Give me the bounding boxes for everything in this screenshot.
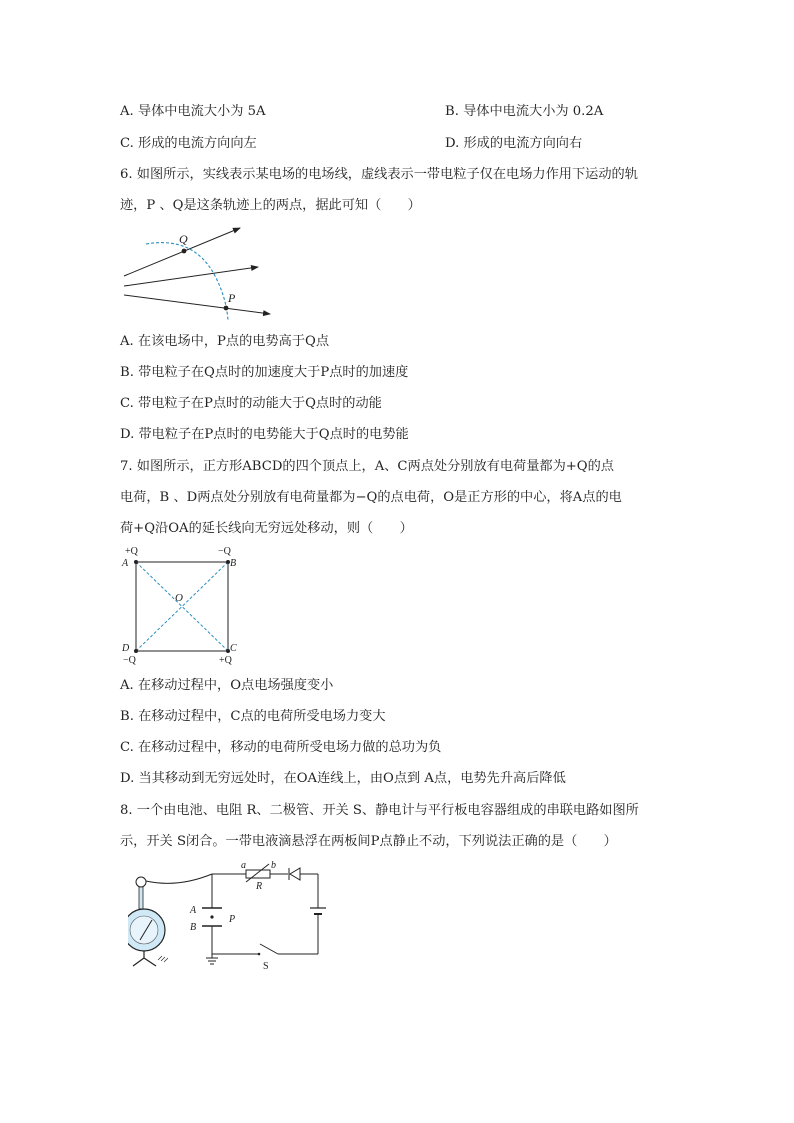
q6-option-c: C. 带电粒子在P点时的动能大于Q点时的动能 <box>120 396 382 411</box>
charge-a-label: +Q <box>125 546 138 557</box>
charge-c-label: +Q <box>219 655 232 666</box>
resistor-r <box>246 870 270 878</box>
q8-circuit-figure <box>128 860 328 972</box>
square-abcd <box>136 562 228 651</box>
field-line-middle <box>124 267 258 286</box>
plate-b-label: B <box>190 922 197 933</box>
charge-b-label: −Q <box>218 546 231 557</box>
q5-option-c: C. 形成的电流方向向左 <box>120 136 257 151</box>
charge-d-label: −Q <box>123 655 136 666</box>
q7-option-c: C. 在移动过程中，移动的电荷所受电场力做的总功为负 <box>120 740 442 755</box>
resistor-end-a-label: a <box>241 860 246 871</box>
switch-s-label: S <box>263 961 269 972</box>
point-p-label: P <box>228 291 236 305</box>
q7-option-a: A. 在移动过程中，O点电场强度变小 <box>120 678 334 693</box>
electrometer-rod <box>139 887 143 909</box>
diagonal-bd <box>136 562 228 651</box>
point-p-label: P <box>229 914 236 925</box>
q7-stem-line1: 7. 如图所示，正方形ABCD的四个顶点上，A、C两点处分别放有电荷量都为+Q的点 <box>120 459 614 474</box>
vertex-b-label: B <box>230 558 237 569</box>
q5-option-b: B. 导体中电流大小为 0.2A <box>445 104 604 119</box>
electrometer-knob <box>136 877 146 887</box>
electrometer-inner <box>130 916 158 944</box>
q6-option-a: A. 在该电场中，P点的电势高于Q点 <box>120 334 330 349</box>
q8-stem-line1: 8. 一个由电池、电阻 R、二极管、开关 S、静电计与平行板电容器组成的串联电路如图所 <box>120 803 639 818</box>
q6-field-line-figure <box>118 224 278 324</box>
vertex-a-label: A <box>122 558 129 569</box>
resistor-r-label: R <box>256 881 263 892</box>
vertex-d-label: D <box>122 643 130 654</box>
ground-hatch-2 <box>161 957 165 961</box>
q5-option-a: A. 导体中电流大小为 5A <box>120 104 266 119</box>
ground-hatch-3 <box>164 958 168 962</box>
q7-option-b: B. 在移动过程中，C点的电荷所受电场力变大 <box>120 709 386 724</box>
point-q-dot <box>182 249 187 254</box>
electrometer-stand <box>133 951 156 966</box>
q6-option-b: B. 带电粒子在Q点时的加速度大于P点时的加速度 <box>120 365 409 380</box>
plate-a-label: A <box>190 905 197 916</box>
q7-stem-line2: 电荷，B 、D两点处分别放有电荷量都为−Q的点电荷，O是正方形的中心，将A点的电 <box>120 490 622 505</box>
q6-stem-line2: 迹，P 、Q是这条轨迹上的两点，据此可知（ ） <box>120 198 421 213</box>
field-line-bottom <box>124 295 270 314</box>
q6-option-d: D. 带电粒子在P点时的电势能大于Q点时的电势能 <box>120 427 409 442</box>
switch-s <box>260 944 278 954</box>
q5-option-d: D. 形成的电流方向向右 <box>445 136 583 151</box>
center-o-label: O <box>175 592 183 604</box>
q7-stem-line3: 荷+Q沿OA的延长线向无穷远处移动，则（ ） <box>120 521 413 536</box>
ground-hatch-1 <box>158 956 162 960</box>
q7-square-figure <box>116 544 246 666</box>
diode <box>289 868 300 880</box>
resistor-end-b-label: b <box>271 860 276 871</box>
vertex-a-dot <box>134 560 138 564</box>
diagonal-ac <box>136 562 228 651</box>
vertex-d-dot <box>134 649 138 653</box>
electrometer-wire <box>146 874 212 883</box>
point-q-label: Q <box>179 232 188 246</box>
q7-option-d: D. 当其移动到无穷远处时，在OA连线上，由O点到 A点，电势先升高后降低 <box>120 771 566 786</box>
point-p-dot <box>224 306 229 311</box>
droplet-p <box>210 915 213 918</box>
q6-stem-line1: 6. 如图所示，实线表示某电场的电场线，虚线表示一带电粒子仅在电场力作用下运动的轨 <box>120 167 638 182</box>
vertex-c-label: C <box>230 643 237 654</box>
q8-stem-line2: 示，开关 S闭合。一带电液滴悬浮在两板间P点静止不动，下列说法正确的是（ ） <box>120 834 617 849</box>
